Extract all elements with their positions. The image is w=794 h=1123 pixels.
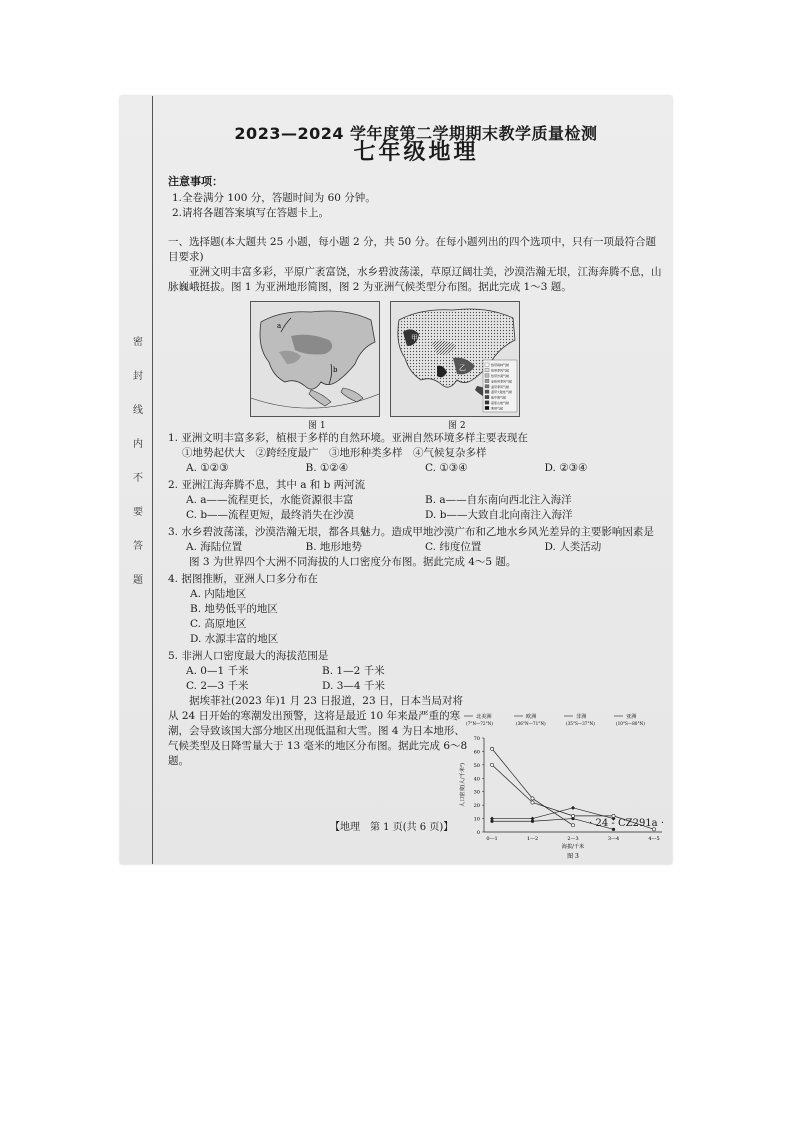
place-jia-label: 甲 (411, 334, 418, 342)
note-item: 1.全卷满分 100 分，答题时间为 60 分钟。 (172, 192, 376, 204)
option-b: B. ①②④ (305, 462, 349, 474)
legend-swatch (485, 379, 489, 382)
legend-swatch (485, 363, 489, 366)
legend-label: 温带大陆性气候 (491, 390, 513, 395)
q1-stem: 1. 亚洲文明丰富多彩，植根于多样的自然环境。亚洲自然环境多样主要表现在 (168, 432, 528, 444)
note-item: 2.请将各题答案填写在答题卡上。 (172, 207, 330, 219)
q3-stem: 3. 水乡碧波荡漾，沙漠浩瀚无垠，都各具魅力。造成甲地沙漠广布和乙地水乡风光差异的主要影响因素是 (168, 526, 654, 538)
legend-swatch (485, 390, 489, 393)
legend-label: 热带沙漠气候 (491, 374, 510, 378)
q3-options (186, 540, 664, 555)
question-4 (168, 572, 458, 647)
legend-label: 地中海气候 (491, 395, 507, 400)
q2-stem: 2. 亚洲江海奔腾不息，其中 a 和 b 两河流 (168, 479, 366, 491)
y-tick-label: 60 (473, 749, 480, 756)
legend-series-name: 亚洲 (626, 714, 637, 720)
q5-options-row1 (186, 664, 458, 679)
legend-label: 亚热带季风气候 (491, 379, 513, 384)
climate-legend (483, 360, 517, 412)
questions-4-5 (168, 572, 458, 694)
footer-page-info: 【地理 第 1 页(共 6 页)】 (330, 822, 454, 833)
q1-items: ①地势起伏大 ②跨经度最广 ③地形种类多样 ④气候复杂多样 (182, 447, 487, 459)
option-a: A. a——流程更长，水能资源很丰富 (186, 494, 354, 506)
chart-caption: 图 3 (567, 853, 579, 860)
question-5 (168, 649, 458, 694)
series-point (571, 806, 575, 810)
option-b: B. a——自东南向西北注入海洋 (425, 494, 572, 506)
x-axis-label: 海拔/千米 (561, 844, 585, 850)
option-c: C. b——流程更短，最终消失在沙漠 (186, 509, 355, 521)
river-a-label: a (277, 322, 282, 330)
option-b: B. 1—2 千米 (322, 665, 385, 677)
y-tick-label: 0 (476, 830, 480, 836)
terrain-map-graphic (251, 302, 379, 416)
series-line-1 (492, 749, 573, 826)
y-axis-label: 人口密度(人/千米²) (460, 762, 466, 808)
q4-option-c: C. 高原地区 (190, 618, 247, 630)
legend-series-range: (36°N—71°N) (516, 721, 546, 726)
legend-label: 热带雨林气候 (491, 363, 510, 368)
option-d: D. ②③④ (544, 462, 588, 474)
option-b: B. 地形地势 (305, 541, 362, 553)
y-tick-label: 20 (473, 803, 480, 810)
legend-swatch (485, 385, 489, 388)
q1-3-intro: 亚洲文明丰富多彩，平原广袤富饶，水乡碧波荡漾，草原辽阔壮美，沙漠浩瀚无垠，江海奔腾不息，山脉巍峨挺拔。图 1 为亚洲地形简图，图 2 为亚洲气候类型分布图。据此完成 1～3 题。 (168, 266, 662, 293)
x-tick-label: 2—3 (567, 836, 579, 842)
y-tick-label: 10 (473, 816, 480, 823)
x-tick-label: 4—5 (648, 836, 660, 842)
notes-heading: 注意事项： (168, 175, 223, 188)
q4-option-a: A. 内陆地区 (190, 588, 247, 600)
question-2 (168, 478, 664, 523)
legend-series-range: (10°S—80°N) (616, 721, 645, 726)
chart-svg (458, 712, 672, 864)
option-a: A. 海陆位置 (186, 541, 243, 553)
binding-text: 密封线内不要答题 (133, 337, 143, 586)
page-content (168, 126, 664, 769)
q1-options (186, 461, 664, 476)
section-heading: 一、选择题(本大题共 25 小题，每小题 2 分，共 50 分。在每小题列出的四个选项中，只有一项最符合题目要求) (168, 236, 657, 263)
asia-climate-map (390, 301, 520, 417)
binding-line (152, 96, 153, 864)
q4-option-d: D. 水源丰富的地区 (190, 633, 279, 645)
q4-stem: 4. 据图推断，亚洲人口多分布在 (168, 573, 318, 585)
option-d: D. 人类活动 (544, 541, 602, 553)
y-tick-label: 50 (473, 762, 480, 769)
legend-series-name: 非洲 (576, 714, 587, 720)
question-3 (168, 525, 664, 555)
population-density-chart (458, 712, 672, 864)
series-point (490, 820, 493, 823)
legend-swatch (485, 368, 489, 371)
legend-series-name: 欧洲 (526, 714, 537, 720)
x-tick-label: 0—1 (486, 836, 498, 842)
legend-label: 寒带气候 (491, 406, 504, 411)
river-b-label: b (333, 366, 338, 374)
option-a: A. ①②③ (186, 462, 229, 474)
y-tick-label: 70 (473, 736, 480, 742)
option-c: C. 2—3 千米 (186, 680, 249, 692)
q5-stem: 5. 非洲人口密度最大的海拔范围是 (168, 650, 329, 662)
series-point (531, 797, 534, 800)
legend-series-range: (35°S—37°N) (566, 721, 595, 726)
legend-swatch (485, 374, 489, 377)
question-1 (168, 431, 664, 476)
x-tick-label: 3—4 (607, 836, 620, 842)
q4-option-b: B. 地势低平的地区 (190, 603, 278, 615)
series-point (531, 801, 534, 804)
q2-options-row2 (186, 508, 664, 523)
q6-8-intro: 据埃菲社(2023 年)1 月 23 日报道，23 日，日本当局对将从 24 日开始的寒潮发出预警，这将是最近 10 年来最严重的寒潮，会导致该国大部分地区出现低温和大雪。图 4 为日本地形、气候类型及日降雪量大于 13 毫米的地区分布图。据此完成 6～8 题。 (168, 695, 468, 767)
series-point (490, 763, 493, 766)
place-yi-label: 乙 (459, 364, 466, 372)
series-point (571, 824, 574, 827)
option-c: C. 纬度位置 (425, 541, 482, 553)
legend-swatch (485, 395, 489, 398)
figures-row (168, 301, 664, 429)
legend-series-range: (7°N—72°N) (466, 721, 493, 726)
series-point (571, 814, 574, 817)
x-tick-label: 1—2 (526, 836, 539, 842)
series-point (531, 820, 534, 823)
option-c: C. ①③④ (425, 462, 468, 474)
option-a: A. 0—1 千米 (186, 665, 249, 677)
legend-label: 高原山地气候 (491, 401, 510, 405)
legend-series-name: 北美洲 (476, 714, 492, 720)
q2-options-row1 (186, 493, 664, 508)
legend-swatch (485, 406, 489, 409)
series-point (490, 747, 493, 750)
exam-subject: 七年级地理 (353, 140, 479, 165)
asia-terrain-map (250, 301, 380, 417)
series-point (612, 814, 615, 817)
q5-options-row2 (186, 679, 458, 694)
option-d: D. 3—4 千米 (322, 680, 385, 692)
legend-swatch (485, 401, 489, 404)
legend-label: 热带季风气候 (491, 368, 510, 373)
legend-label: 温带季风气候 (491, 384, 510, 389)
q4-5-intro: 图 3 为世界四个大洲不同海拔的人口密度分布图。据此完成 4～5 题。 (189, 556, 517, 568)
y-tick-label: 30 (473, 789, 480, 796)
climate-map-graphic (391, 302, 519, 416)
footer-code: · 24 - CZ291a · (589, 818, 664, 829)
option-d: D. b——大致自北向南注入海洋 (425, 509, 573, 521)
exam-paper (120, 96, 672, 864)
y-tick-label: 40 (473, 776, 480, 783)
fig2-caption: 图 2 (448, 421, 466, 431)
exam-title: 2023—2024 学年度第二学期期末教学质量检测 (234, 124, 598, 143)
fig1-caption: 图 1 (308, 421, 326, 431)
